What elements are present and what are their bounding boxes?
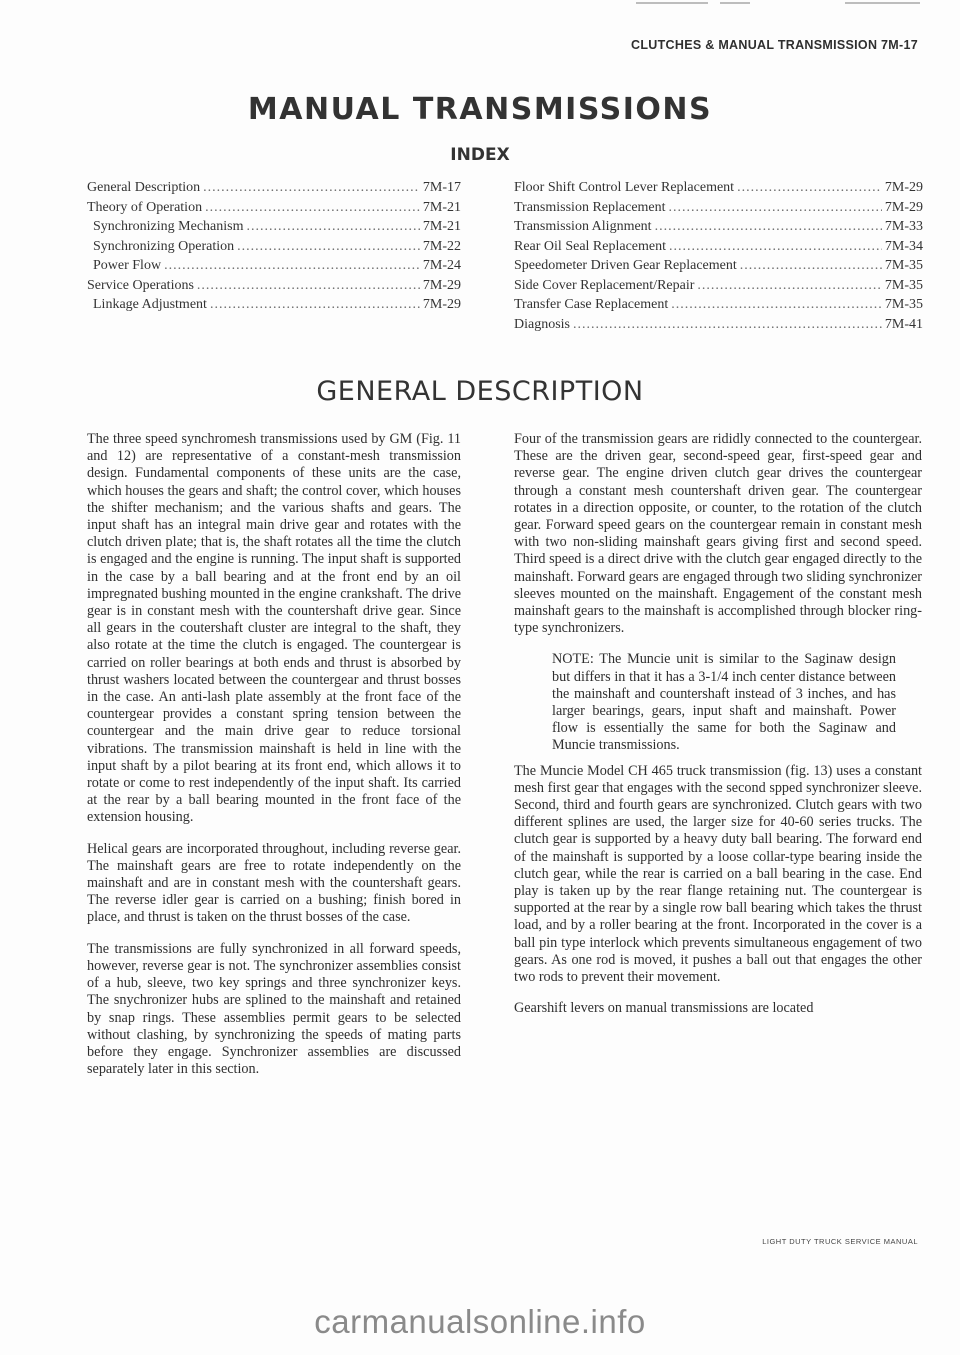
watermark: carmanualsonline.info — [314, 1303, 646, 1340]
dot-leader — [737, 180, 882, 196]
index-entry-page: 7M-29 — [422, 277, 461, 293]
index-entry-page: 7M-29 — [884, 180, 923, 195]
index-entry[interactable] — [514, 219, 923, 239]
index-entry[interactable] — [514, 317, 923, 337]
dot-leader — [697, 278, 881, 294]
index-entry-page: 7M-17 — [422, 180, 461, 195]
dot-leader — [740, 258, 882, 274]
index-entry[interactable] — [514, 297, 923, 317]
body-paragraph: The Muncie Model CH 465 truck transmission (fig. 13) uses a constant mesh first gear that engages with the second spped synchronizer sleeve. Second, third and fourth gears are synchronized. Clutch gears with two different splines are used, the larger size for 40-60 series trucks. The clutch gear is supported by a heavy duty ball bearing. The forward end of the mainshaft is supported by a loose collar-type bearing inside the clutch gear, while the rear is carried on a ball bearing in the case. End play is taken up by the rear flange retaining nut. The countergear is supported at the rear by a single row ball bearing which takes the thrust load, and by a roller bearing at the front. Incorporated in the cover is a ball pin type interlock which prevents simultaneous engagement of two gears. As one rod is moved, it pushes a ball out that engages the other two rods to prevent their movement. — [514, 762, 922, 986]
index-right-column — [514, 180, 923, 336]
body-right-column — [514, 431, 922, 1032]
index-entry[interactable] — [87, 200, 461, 220]
index-entry[interactable] — [514, 239, 923, 259]
index-entry[interactable] — [514, 258, 923, 278]
dot-leader — [164, 258, 420, 274]
index-entry-label: Transfer Case Replacement — [514, 297, 669, 312]
index-entry-label: Theory of Operation — [87, 199, 203, 215]
index-title: INDEX — [450, 145, 510, 165]
index-entry-label: Rear Oil Seal Replacement — [514, 238, 666, 254]
index-entry-label: Transmission Alignment — [514, 219, 652, 234]
scan-artifact-line — [845, 2, 920, 4]
index-entry-page: 7M-35 — [884, 297, 923, 312]
dot-leader — [197, 278, 420, 294]
index-entry-label: Side Cover Replacement/Repair — [514, 277, 695, 293]
index-entry-label: Transmission Replacement — [514, 199, 666, 215]
index-entry-label: Synchronizing Operation — [93, 238, 235, 254]
section-heading: GENERAL DESCRIPTION — [316, 376, 644, 407]
index-entry-page: 7M-24 — [422, 258, 461, 273]
dot-leader — [573, 317, 882, 333]
index-entry[interactable] — [87, 180, 461, 200]
index-entry[interactable] — [87, 239, 461, 259]
body-paragraph: The three speed synchromesh transmissions used by GM (Fig. 11 and 12) are representative of a constant-mesh transmission design. Fundamental components of these units are the case, which houses the gears and shaft; the control cover, which houses the shifter mechanism; and the various shafts and gears. The input shaft has an integral main drive gear and rotates with the clutch driven plate; that is, the shaft rotates all the time the clutch is engaged and the engine is running. The input shaft is supported in the case by a ball bearing and at the front end by an oil impregnated bushing mounted in the engine crankshaft. The drive gear is in constant mesh with the countershaft drive gear. Since all gears in the coutershaft cluster are integral to the shaft, they also rotate at the time the clutch is engaged. The countergear is carried on roller bearings at both ends and thrust is absorbed by thrust washers located between the countergear and thrust bosses in the case. An anti-lash plate assembly at the front face of the countergear provides a constant spring tension between the countergear and the main drive gear to reduce torsional vibrations. The transmission mainshaft is held in line with the input shaft by a pilot bearing at its front end, which allows it to rotate or come to rest independently of the input shaft. Its carried at the rear by a ball bearing mounted in the front face of the extension housing. — [87, 431, 461, 826]
index-entry-page: 7M-33 — [884, 219, 923, 234]
dot-leader — [671, 297, 882, 313]
index-entry-label: Synchronizing Mechanism — [93, 219, 244, 234]
dot-leader — [669, 239, 882, 255]
index-entry[interactable] — [87, 258, 461, 278]
index-entry-page: 7M-22 — [422, 238, 461, 254]
footer-manual-name: LIGHT DUTY TRUCK SERVICE MANUAL — [762, 1237, 918, 1246]
scan-artifact-line — [720, 2, 750, 4]
index-entry-page: 7M-41 — [884, 316, 923, 332]
index-entry-page: 7M-21 — [422, 219, 461, 234]
dot-leader — [655, 219, 882, 235]
index-entry[interactable] — [514, 200, 923, 220]
index-entry-page: 7M-29 — [884, 199, 923, 215]
index-entry-page: 7M-21 — [422, 199, 461, 215]
body-left-column — [87, 431, 461, 1092]
index-entry-page: 7M-29 — [422, 297, 461, 312]
dot-leader — [205, 200, 420, 216]
index-entry-label: Linkage Adjustment — [93, 297, 207, 312]
dot-leader — [237, 239, 420, 255]
body-paragraph: Four of the transmission gears are rididly connected to the countergear. These are the driven gear, second-speed gear, first-speed gear and reverse gear. The engine driven clutch gear drives the countergear through a constant mesh countershaft driven gear. The countergear rotates in a direction opposite, or counter, to the rotation of the clutch gear. Forward speed gears on the countergear remain in constant mesh with two non-sliding mainshaft gears giving first and second speed. Third speed is a direct drive with the clutch gear engaged directly to the mainshaft. Forward gears are engaged through two sliding synchronizer sleeves mounted on the mainshaft. Engagement of the constant mesh mainshaft gears to the mainshaft is accomplished through blocker ring-type synchronizers. — [514, 431, 922, 637]
index-entry-label: General Description — [87, 180, 201, 195]
index-entry-label: Diagnosis — [514, 316, 570, 332]
index-entry[interactable] — [514, 180, 923, 200]
dot-leader — [246, 219, 419, 235]
dot-leader — [669, 200, 882, 216]
index-entry-label: Floor Shift Control Lever Replacement — [514, 180, 735, 195]
dot-leader — [203, 180, 420, 196]
index-entry-page: 7M-35 — [884, 277, 923, 293]
index-entry-label: Service Operations — [87, 277, 194, 293]
running-head: CLUTCHES & MANUAL TRANSMISSION 7M-17 — [631, 38, 918, 52]
index-entry-label: Power Flow — [93, 258, 162, 273]
scan-artifact-line — [636, 2, 708, 4]
index-entry[interactable] — [87, 297, 461, 317]
index-entry-page: 7M-34 — [884, 238, 923, 254]
index-entry[interactable] — [514, 278, 923, 298]
index-left-column — [87, 180, 461, 317]
dot-leader — [210, 297, 420, 313]
page-title: MANUAL TRANSMISSIONS — [247, 92, 713, 127]
body-paragraph: Helical gears are incorporated throughout, including reverse gear. The mainshaft gears are free to rotate independently on the mainshaft and are in constant mesh with the countershaft gears. The reverse idler gear is carried on a bushing; finish bored in place, and thrust is taken on the thrust bosses of the case. — [87, 840, 461, 926]
body-paragraph: The transmissions are fully synchronized in all forward speeds, however, reverse gear is not. The synchronizer assemblies consist of a hub, sleeve, two key springs and three synchronizer keys. The snychronizer hubs are splined to the mainshaft and retained by snap rings. These assemblies permit gears to be selected without clashing, by synchronizing the speeds of mating parts before they engage. Synchronizer assemblies are discussed separately later in this section. — [87, 940, 461, 1078]
index-entry-page: 7M-35 — [884, 258, 923, 273]
body-paragraph: Gearshift levers on manual transmissions are located — [514, 1000, 814, 1017]
index-entry-label: Speedometer Driven Gear Replacement — [514, 258, 737, 273]
index-entry[interactable] — [87, 278, 461, 298]
note-block: NOTE: The Muncie unit is similar to the Saginaw design but differs in that it has a 3-1/4 inch center distance between the mainshaft and countershaft instead of 3 inches, and has larger bearings, gears, input shaft and mainshaft. Power flow is essentially the same for both the Saginaw and Muncie transmissions. — [552, 651, 896, 754]
index-entry[interactable] — [87, 219, 461, 239]
